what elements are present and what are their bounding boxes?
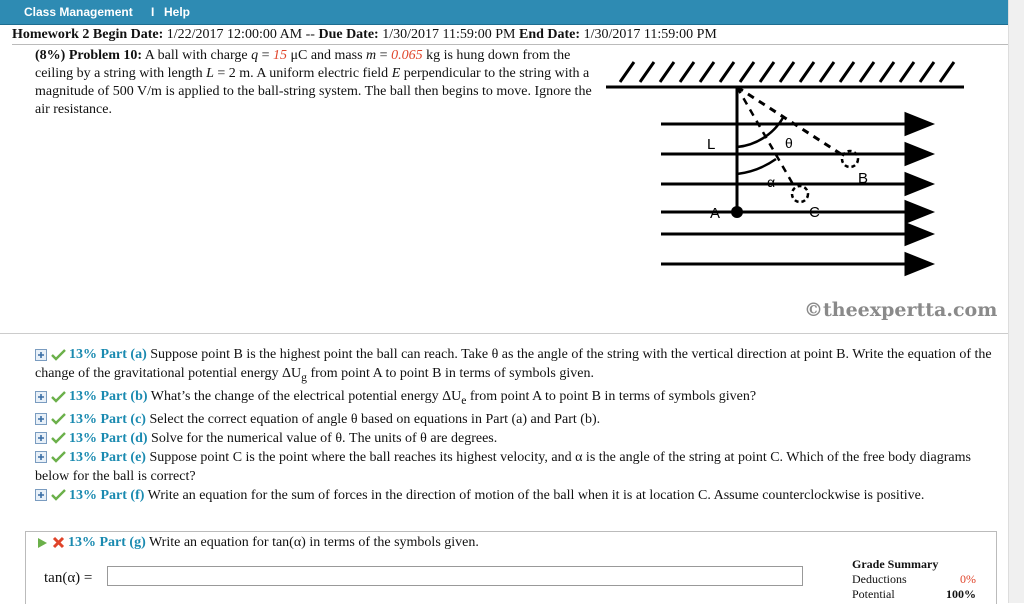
part-e[interactable] xyxy=(35,448,995,486)
part-text-cont: from point A to point B in terms of symbols given? xyxy=(466,388,757,404)
part-subscript: g xyxy=(301,370,307,384)
label-B: B xyxy=(858,170,869,187)
watermark: ©theexpertta.com xyxy=(804,299,998,321)
part-text-cont: from point A to point B in terms of symbols given. xyxy=(306,366,594,381)
part-text: Suppose point C is the point where the ball reaches its highest velocity, and α is the angle of the string at point C. Which of the free body diagrams below for the ball is correct? xyxy=(35,449,971,484)
problem-statement xyxy=(35,47,595,119)
problem-text: = 2 m. A uniform electric field xyxy=(213,66,392,81)
potential-label: Potential xyxy=(852,587,895,601)
play-icon[interactable] xyxy=(36,537,48,549)
problem-text: μC and mass xyxy=(286,48,367,63)
ball-A xyxy=(731,206,743,218)
deductions-row xyxy=(852,572,976,587)
field-lines xyxy=(661,114,931,274)
part-text: Write an equation for the sum of forces in the direction of motion of the ball when it is at location C. Assume counterclockwise is positive. xyxy=(147,487,925,503)
check-icon xyxy=(51,391,66,403)
label-theta: θ xyxy=(785,135,793,151)
problem-figure xyxy=(606,44,986,334)
potential-value: 100% xyxy=(946,587,976,601)
label-A: A xyxy=(710,205,721,222)
ball-C xyxy=(792,186,808,202)
grade-summary-title: Grade Summary xyxy=(852,557,939,571)
charge-symbol: q xyxy=(251,48,259,63)
label-C: C xyxy=(809,204,820,221)
check-icon xyxy=(51,413,66,425)
field-symbol: E xyxy=(391,66,401,81)
problem-text: perpendicular to the string with a magnitude of 500 V/m is applied to the ball-string system. The ball then begins to move. Ignore the air resistance. xyxy=(35,66,592,117)
part-label: 13% Part (e) xyxy=(69,449,146,465)
part-label: 13% Part (d) xyxy=(69,430,148,446)
charge-value: 15 xyxy=(272,48,287,63)
end-date: 1/30/2017 11:59:00 PM xyxy=(583,27,717,42)
part-label: 13% Part (b) xyxy=(69,388,148,404)
expand-icon[interactable] xyxy=(35,349,47,361)
part-a[interactable] xyxy=(35,345,995,387)
part-b[interactable] xyxy=(35,387,995,410)
due-date: 1/30/2017 11:59:00 PM xyxy=(382,27,516,42)
mass-symbol: m xyxy=(366,48,377,63)
homework-dates-bar xyxy=(12,25,1008,45)
divider xyxy=(0,333,1008,334)
part-text: What’s the change of the electrical potential energy ΔU xyxy=(150,388,462,404)
x-mark-icon xyxy=(52,536,65,549)
part-text: Write an equation for tan(α) in terms of the symbols given. xyxy=(149,535,479,550)
part-d[interactable] xyxy=(35,429,995,448)
length-symbol: L xyxy=(206,66,214,81)
ceiling-hatch xyxy=(606,62,964,87)
problem-heading: (8%) Problem 10: xyxy=(35,48,143,63)
end-date-label: End Date: xyxy=(519,27,581,42)
label-L: L xyxy=(707,136,716,153)
expand-icon[interactable] xyxy=(35,489,47,501)
check-icon xyxy=(51,432,66,444)
part-text: Select the correct equation of angle θ based on equations in Part (a) and Part (b). xyxy=(149,411,601,427)
expand-icon[interactable] xyxy=(35,432,47,444)
begin-date-label: Begin Date: xyxy=(92,27,164,42)
menu-separator: I xyxy=(151,5,155,19)
deductions-value: 0% xyxy=(960,572,976,586)
homework-title: Homework 2 xyxy=(12,27,90,42)
active-part-header xyxy=(36,533,479,553)
expand-icon[interactable] xyxy=(35,451,47,463)
part-label: 13% Part (a) xyxy=(69,347,147,362)
problem-text: kg is hung down from the ceiling by a string with length xyxy=(35,48,571,81)
equals: = xyxy=(258,48,273,63)
part-f[interactable] xyxy=(35,486,995,505)
top-menu-bar xyxy=(0,0,1008,25)
answer-input[interactable] xyxy=(107,566,803,586)
begin-date: 1/22/2017 12:00:00 AM -- xyxy=(166,27,315,42)
menu-class-management[interactable]: Class Management xyxy=(24,5,133,19)
part-label: 13% Part (c) xyxy=(69,411,146,427)
expand-icon[interactable] xyxy=(35,391,47,403)
alpha-arc xyxy=(737,159,776,174)
active-part-g xyxy=(25,531,997,604)
potential-row xyxy=(852,587,976,602)
part-text: Suppose point B is the highest point the ball can reach. Take θ as the angle of the string with the vertical direction at point B. Write the equation of the change of the gravitational potential energy ΔU xyxy=(35,347,992,381)
check-icon xyxy=(51,451,66,463)
check-icon xyxy=(51,349,66,361)
check-icon xyxy=(51,489,66,501)
equals: = xyxy=(376,48,392,63)
deductions-label: Deductions xyxy=(852,572,907,586)
parts-list xyxy=(35,345,995,505)
part-c[interactable] xyxy=(35,410,995,429)
part-label: 13% Part (g) xyxy=(68,535,146,550)
menu-help[interactable]: Help xyxy=(164,5,191,19)
part-subscript: e xyxy=(461,393,467,407)
due-date-label: Due Date: xyxy=(318,27,379,42)
grade-summary xyxy=(852,557,976,602)
mass-value: 0.065 xyxy=(391,48,423,63)
expand-icon[interactable] xyxy=(35,413,47,425)
problem-text: A ball with charge xyxy=(142,48,252,63)
scrollbar[interactable] xyxy=(1008,0,1024,603)
label-alpha: α xyxy=(767,174,776,190)
part-text: Solve for the numerical value of θ. The units of θ are degrees. xyxy=(151,430,498,446)
answer-label: tan(α) = xyxy=(44,570,93,586)
theta-arc xyxy=(737,116,784,147)
part-label: 13% Part (f) xyxy=(69,487,145,503)
